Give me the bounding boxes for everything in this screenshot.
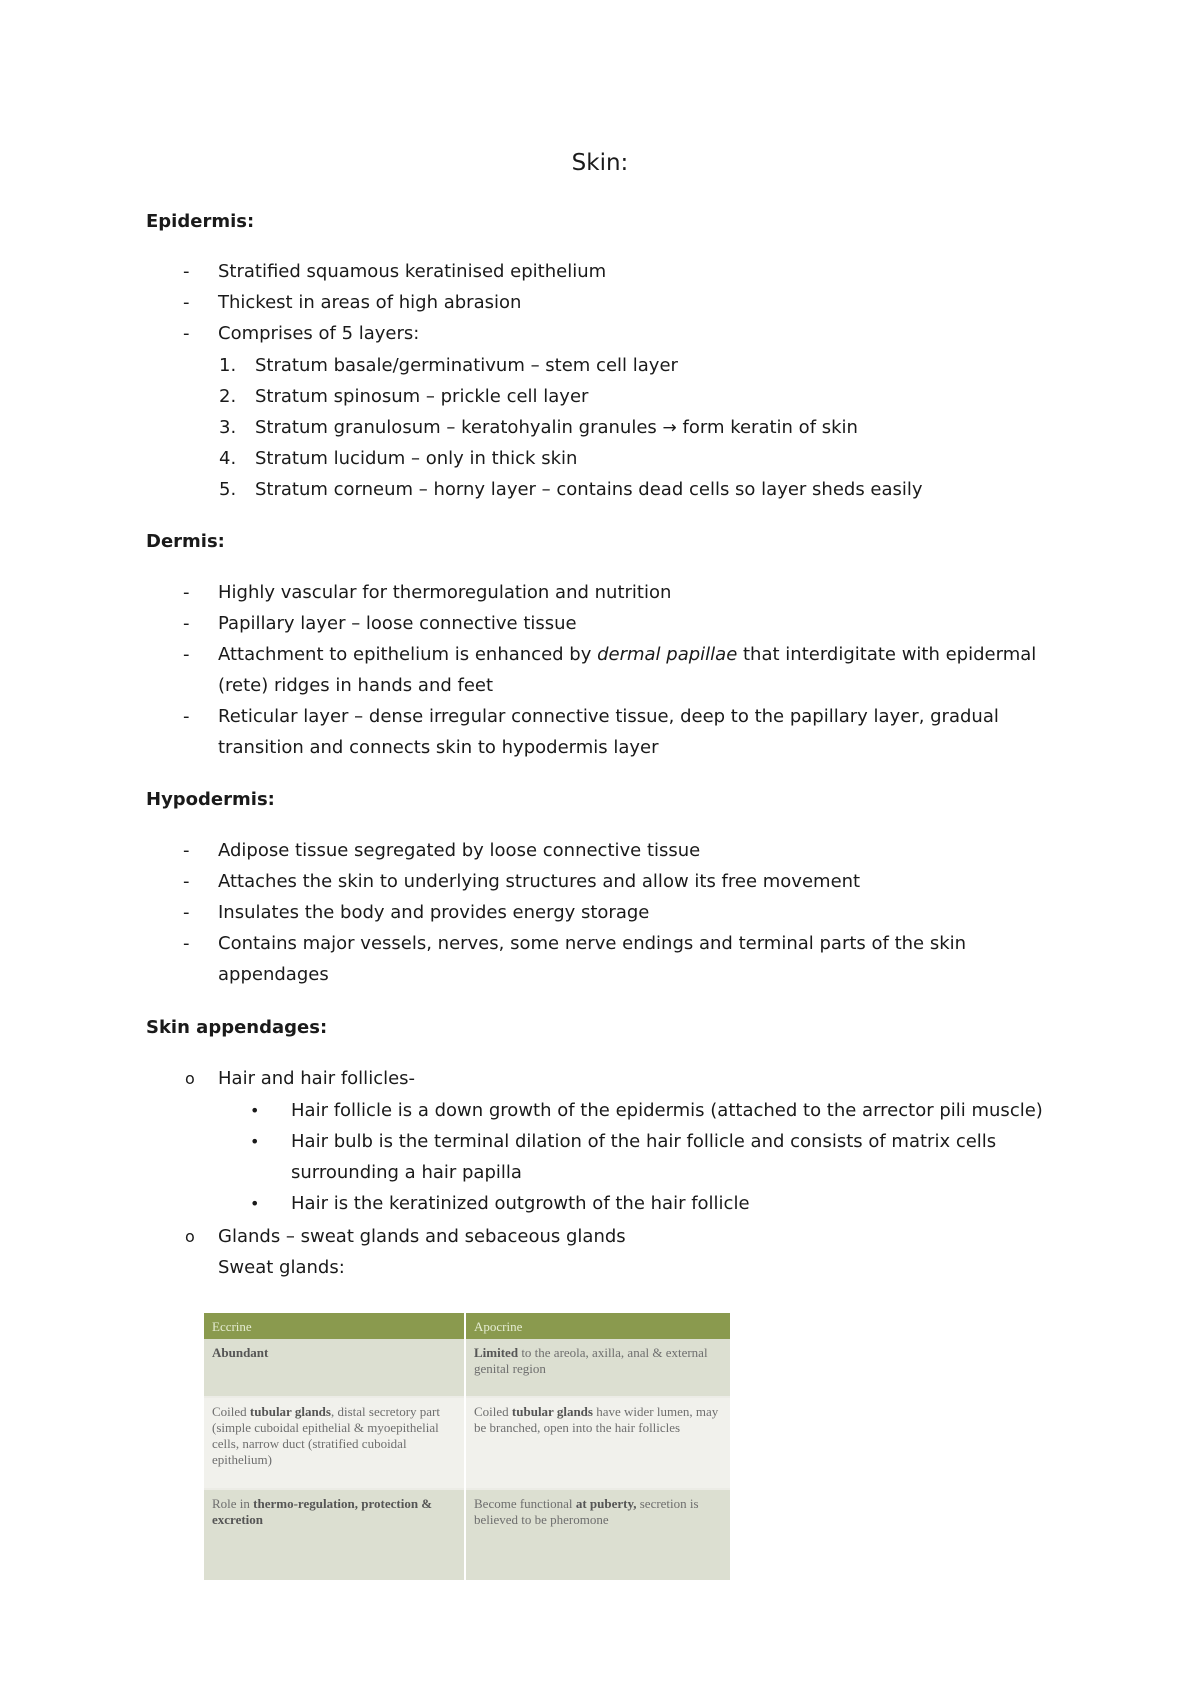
sub-list-item-text: Hair follicle is a down growth of the epidermis (attached to the arrector pili muscle): [291, 1100, 1043, 1121]
list-item-text: Hair and hair follicles-: [218, 1068, 416, 1089]
italic-term: dermal papillae: [597, 644, 738, 665]
cell-text: have wider lumen, may be branched, open into the hair follicles: [474, 1404, 719, 1435]
list-item-text: transition and connects skin to hypodermis layer: [218, 737, 659, 758]
bold-text: tubular glands: [249, 1404, 331, 1419]
item-text: Stratum basale/germinativum – stem cell layer: [255, 355, 678, 376]
list-item-text: Papillary layer – loose connective tissue: [218, 613, 577, 634]
sweat-gland-table: [204, 1313, 730, 1580]
sub-list-item-text: Hair bulb is the terminal dilation of the hair follicle and consists of matrix cells: [291, 1131, 997, 1152]
item-text-part: Stratum granulosum – keratohyalin granules: [255, 417, 657, 438]
list-item-text: Contains major vessels, nerves, some nerve endings and terminal parts of the skin: [218, 933, 967, 954]
table-cell: [204, 1490, 464, 1580]
appendages-heading: Skin appendages:: [146, 1017, 328, 1038]
bold-text: tubular glands: [511, 1404, 593, 1419]
cell-text: Coiled: [212, 1404, 250, 1419]
bold-text: thermo-regulation, protection & excretion: [212, 1496, 433, 1527]
dash-marker: -: [183, 840, 190, 861]
list-item-text: (rete) ridges in hands and feet: [218, 675, 494, 696]
dermis-heading: Dermis:: [146, 531, 225, 552]
sub-list-item-text: surrounding a hair papilla: [291, 1162, 522, 1183]
epidermis-heading: Epidermis:: [146, 211, 255, 232]
cell-text: , distal secretory part (simple cuboidal epithelial & myoepithelial cells, narrow duct (stratified cuboidal epithelium): [212, 1404, 440, 1467]
cell-text: Role in: [212, 1496, 254, 1511]
dash-marker: -: [183, 644, 190, 665]
list-item-text: Comprises of 5 layers:: [218, 323, 420, 344]
dash-marker: -: [183, 613, 190, 634]
list-item-text: Glands – sweat glands and sebaceous glands: [218, 1226, 626, 1247]
table-cell: [466, 1339, 730, 1396]
list-item-text: Insulates the body and provides energy storage: [218, 902, 650, 923]
list-item-text: [218, 643, 1036, 667]
dash-marker: -: [183, 582, 190, 603]
list-item-text: Adipose tissue segregated by loose connective tissue: [218, 840, 701, 861]
item-number: 5.: [219, 479, 237, 500]
item-text-part: form keratin of skin: [682, 417, 858, 438]
dash-marker: -: [183, 292, 190, 313]
hypodermis-heading: Hypodermis:: [146, 789, 275, 810]
item-number: 3.: [219, 417, 237, 438]
item-number: 4.: [219, 448, 237, 469]
cell-text: to the areola, axilla, anal & external genital region: [474, 1345, 708, 1376]
table-cell: [466, 1490, 730, 1580]
dash-marker: -: [183, 933, 190, 954]
item-number: 2.: [219, 386, 237, 407]
dash-marker: -: [183, 706, 190, 727]
table-header-apocrine: Apocrine: [466, 1313, 730, 1339]
bullet-icon: •: [250, 1132, 260, 1151]
text-part: that interdigitate with epidermal: [737, 644, 1037, 665]
circle-bullet-icon: o: [185, 1069, 195, 1088]
list-item-text: Reticular layer – dense irregular connective tissue, deep to the papillary layer, gradual: [218, 706, 999, 727]
list-item-text: Highly vascular for thermoregulation and nutrition: [218, 582, 672, 603]
list-item-text: appendages: [218, 964, 329, 985]
item-number: 1.: [219, 355, 237, 376]
cell-text: secretion is believed to be pheromone: [474, 1496, 699, 1527]
bold-text: Limited: [474, 1345, 519, 1360]
dash-marker: -: [183, 261, 190, 282]
list-item-text: Attaches the skin to underlying structures and allow its free movement: [218, 871, 861, 892]
cell-text: Become functional: [474, 1496, 576, 1511]
table-cell: [466, 1398, 730, 1488]
table-cell: [204, 1398, 464, 1488]
list-item-text: Stratified squamous keratinised epithelium: [218, 261, 607, 282]
item-text: Stratum spinosum – prickle cell layer: [255, 386, 589, 407]
item-text: Stratum lucidum – only in thick skin: [255, 448, 578, 469]
item-text: Stratum corneum – horny layer – contains dead cells so layer sheds easily: [255, 479, 923, 500]
dash-marker: -: [183, 323, 190, 344]
table-cell: [204, 1339, 464, 1396]
right-arrow-icon: →: [662, 418, 677, 438]
cell-text: Coiled: [474, 1404, 512, 1419]
list-item-text: Thickest in areas of high abrasion: [218, 292, 522, 313]
dash-marker: -: [183, 871, 190, 892]
page-title: Skin:: [571, 150, 629, 176]
bold-text: Abundant: [212, 1345, 269, 1360]
dash-marker: -: [183, 902, 190, 923]
item-text: [255, 416, 858, 440]
bullet-icon: •: [250, 1101, 260, 1120]
sweat-glands-label: Sweat glands:: [218, 1257, 345, 1278]
text-part: Attachment to epithelium is enhanced by: [218, 644, 598, 665]
bullet-icon: •: [250, 1194, 260, 1213]
table-divider: [464, 1313, 466, 1580]
table-header-eccrine: Eccrine: [204, 1313, 464, 1339]
sub-list-item-text: Hair is the keratinized outgrowth of the hair follicle: [291, 1193, 750, 1214]
bold-text: at puberty,: [575, 1496, 637, 1511]
circle-bullet-icon: o: [185, 1227, 195, 1246]
